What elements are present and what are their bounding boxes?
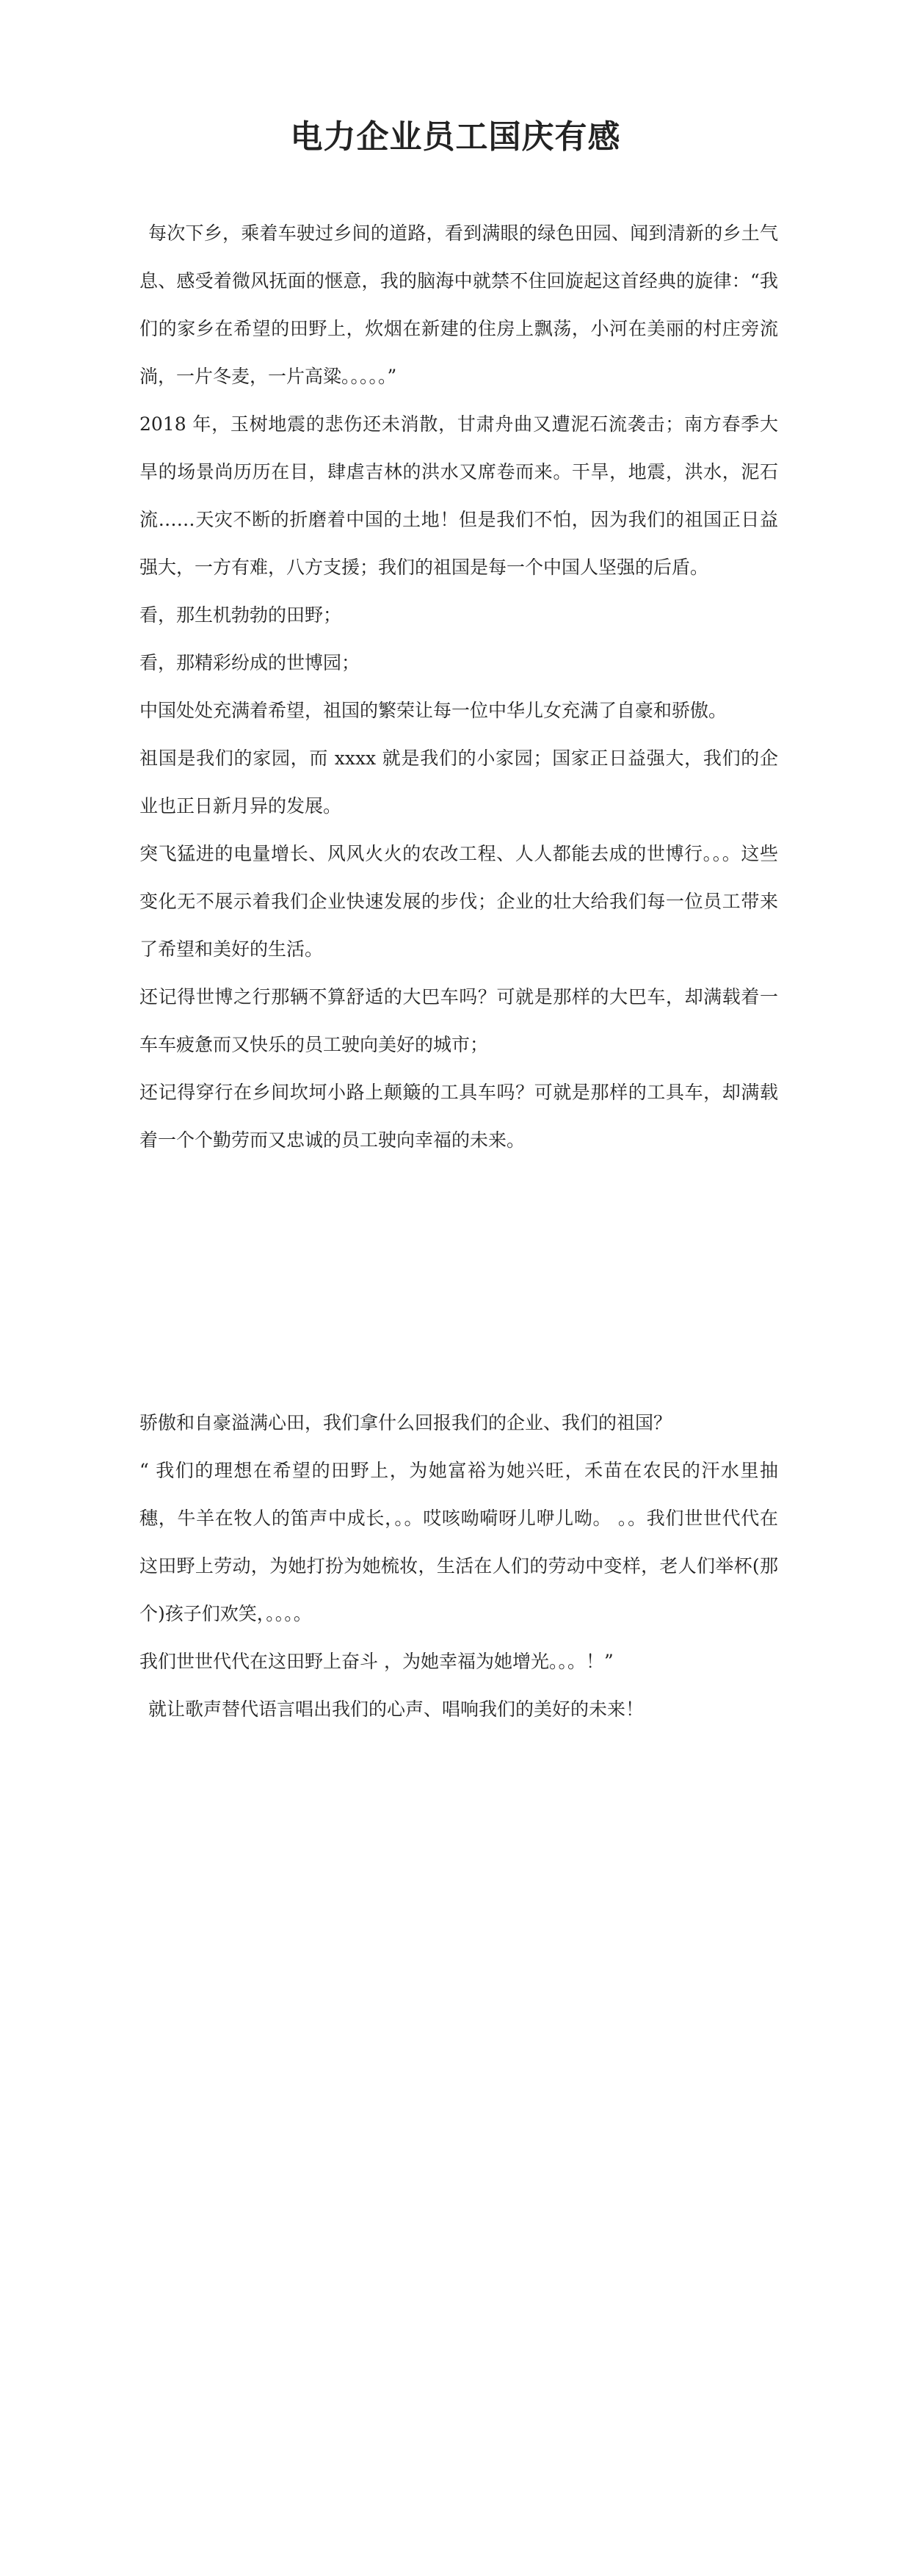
body-section-one bbox=[139, 209, 778, 1164]
paragraph-disasters: 2018 年，玉树地震的悲伤还未消散，甘肃舟曲又遭泥石流袭击；南方春季大旱的场景尚历历在目，肆虐吉林的洪水又席卷而来。干旱，地震，洪水，泥石流……天灾不断的折磨着中国的土地！但是我们不怕，因为我们的祖国正日益强大，一方有难，八方支援；我们的祖国是每一个中国人坚强的后盾。 bbox=[139, 413, 778, 578]
paragraph-countryside: 每次下乡，乘着车驶过乡间的道路，看到满眼的绿色田园、闻到清新的乡土气息、感受着微风抚面的惬意，我的脑海中就禁不住回旋起这首经典的旋律：“我们的家乡在希望的田野上，炊烟在新建的住房上飘荡，小河在美丽的村庄旁流淌，一片冬麦，一片高粱。。。。。” bbox=[139, 222, 778, 387]
paragraph-song-lyrics: “ 我们的理想在希望的田野上，为她富裕为她兴旺，禾苗在农民的汗水里抽穗，牛羊在牧人的笛声中成长，。。哎咳呦嗬呀儿咿儿呦。 。。我们世世代代在这田野上劳动，为她打扮为她梳妆，生活在人们的劳动中变样，老人们举杯(那个)孩子们欢笑，。。。。 bbox=[139, 1460, 778, 1624]
paragraph-expo: 看，那精彩纷成的世博园； bbox=[139, 652, 360, 673]
paragraph-fields: 看，那生机勃勃的田野； bbox=[139, 604, 342, 626]
document-title: 电力企业员工国庆有感 bbox=[290, 118, 621, 156]
paragraph-bus: 还记得世博之行那辆不算舒适的大巴车吗？可就是那样的大巴车，却满载着一车车疲惫而又快乐的员工驶向美好的城市； bbox=[139, 986, 778, 1055]
paragraph-development: 突飞猛进的电量增长、风风火火的农改工程、人人都能去成的世博行。。。这些变化无不展示着我们企业快速发展的步伐；企业的壮大给我们每一位员工带来了希望和美好的生活。 bbox=[139, 843, 778, 960]
body-section-two bbox=[139, 1399, 778, 1733]
paragraph-truck: 还记得穿行在乡间坎坷小路上颠簸的工具车吗？可就是那样的工具车，却满载着一个个勤劳而又忠诚的员工驶向幸福的未来。 bbox=[139, 1082, 778, 1151]
paragraph-song-ending: 我们世世代代在这田野上奋斗 ，为她幸福为她增光。。。！” bbox=[139, 1651, 614, 1672]
paragraph-pride: 骄傲和自豪溢满心田，我们拿什么回报我们的企业、我们的祖国？ bbox=[139, 1412, 672, 1433]
paragraph-homeland: 祖国是我们的家园，而 xxxx 就是我们的小家园；国家正日益强大，我们的企业也正日新月异的发展。 bbox=[139, 748, 778, 817]
paragraph-hope: 中国处处充满着希望，祖国的繁荣让每一位中华儿女充满了自豪和骄傲。 bbox=[139, 700, 727, 721]
paragraph-closing: 就让歌声替代语言唱出我们的心声、唱响我们的美好的未来！ bbox=[148, 1698, 645, 1720]
